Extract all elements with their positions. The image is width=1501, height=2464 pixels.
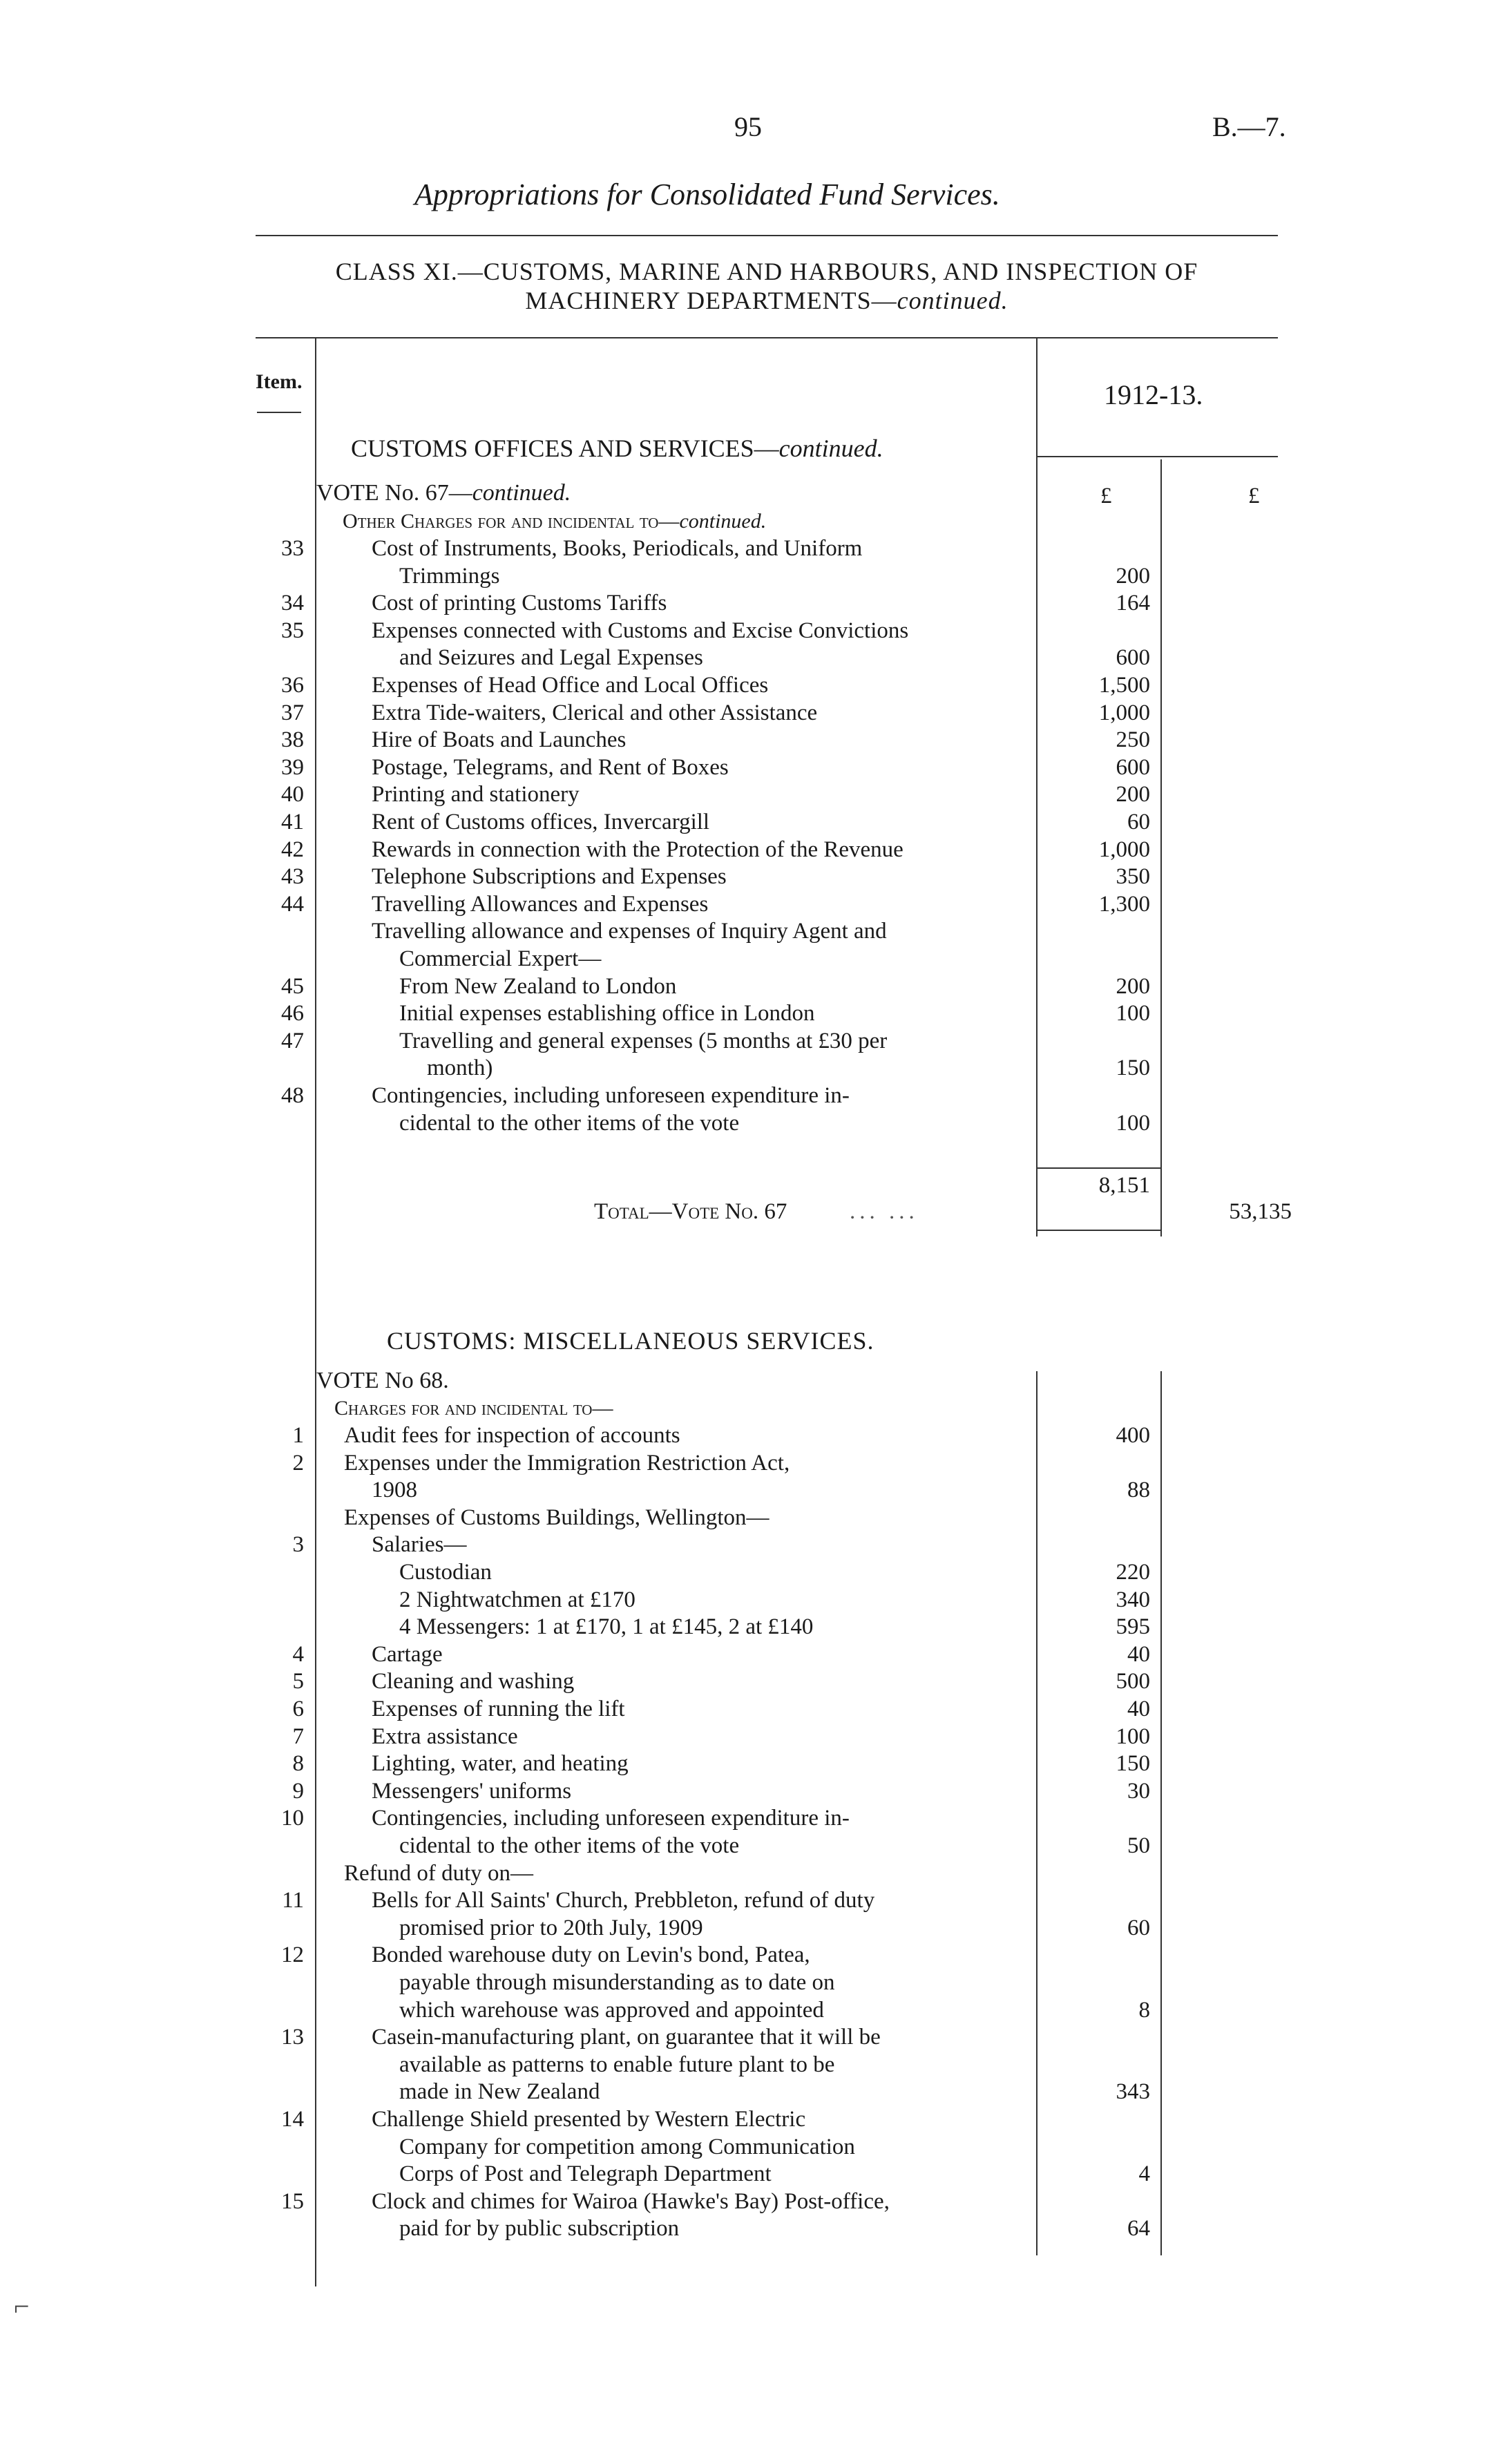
item-description: Refund of duty on— [344,1860,534,1886]
year-header-rule [1036,456,1278,457]
item-description: From New Zealand to London [399,973,677,999]
document-reference: B.—7. [1212,111,1286,142]
table-row [0,589,1501,617]
item-description: 2 Nightwatchmen at £170 [399,1587,635,1612]
table-row [0,2215,1501,2242]
table-row [0,1000,1501,1027]
total-leader: ... ... [850,1199,919,1224]
table-row [0,1504,1501,1531]
item-number: 6 [292,1697,304,1721]
table-row [0,1641,1501,1668]
item-number: 39 [281,754,304,780]
item-amount: 600 [1116,645,1150,671]
section1-heading [351,434,883,463]
item-amount: 100 [1116,1723,1150,1749]
item-number: 8 [292,1751,304,1777]
item-description: Company for competition among Communication [399,2134,855,2159]
section1-charges-text: Other Charges for and incidental to— [343,510,680,533]
section1-heading-text: CUSTOMS OFFICES AND SERVICES— [351,434,779,462]
item-number: 14 [281,2107,304,2132]
item-description: cidental to the other items of the vote [399,1110,740,1136]
section2-charges: Charges for and incidental to— [334,1397,613,1420]
item-number: 40 [281,782,304,808]
item-description: Telephone Subscriptions and Expenses [372,864,727,890]
item-description: Rewards in connection with the Protection of the Revenue [372,837,904,862]
margin-mark: ⌐ [14,2291,30,2322]
item-number: 11 [282,1888,304,1913]
item-description: Casein-manufacturing plant, on guarantee that it will be [372,2025,881,2050]
table-row [0,2078,1501,2105]
table-row [0,726,1501,754]
item-description: Clock and chimes for Wairoa (Hawke's Bay) Post-office, [372,2188,890,2214]
item-description: Audit fees for inspection of accounts [344,1423,680,1448]
item-amount: 164 [1116,591,1150,616]
table-row [0,1054,1501,1082]
table-row [0,973,1501,1000]
table-row [0,1109,1501,1137]
item-description: Bonded warehouse duty on Levin's bond, Patea, [372,1942,810,1968]
table-row [0,699,1501,727]
item-description: Expenses of Head Office and Local Offices [372,673,769,698]
table-row [0,1750,1501,1777]
item-number: 38 [281,727,304,753]
table-row [0,1558,1501,1586]
item-description: Rent of Customs offices, Invercargill [372,810,710,834]
table-row [0,1476,1501,1504]
item-amount: 200 [1116,563,1150,589]
section1-vote [316,480,571,506]
page-number: 95 [734,111,762,142]
item-amount: 1,000 [1098,837,1150,862]
item-number: 5 [292,1669,304,1694]
item-amount: 60 [1127,1915,1150,1940]
item-description: 4 Messengers: 1 at £170, 1 at £145, 2 at £140 [399,1614,814,1640]
item-description: cidental to the other items of the vote [399,1833,740,1858]
table-row [0,2188,1501,2215]
item-amount: 1,000 [1098,700,1150,725]
item-amount: 50 [1127,1833,1150,1858]
table-row [0,1422,1501,1449]
section2-heading: CUSTOMS: MISCELLANEOUS SERVICES. [387,1327,874,1355]
table-row [0,781,1501,808]
item-description: Expenses of Customs Buildings, Wellington— [344,1505,769,1530]
item-number: 34 [281,591,304,616]
item-description: Cost of Instruments, Books, Periodicals, and Uniform [372,536,863,561]
item-description: Initial expenses establishing office in London [399,1001,815,1026]
table-row [0,1723,1501,1750]
item-number: 4 [292,1641,304,1667]
section1-vote-text: VOTE No. 67— [316,480,472,506]
section1-vote-continued: continued. [472,480,571,506]
section1-charges [343,510,766,533]
pound-column-1: £ [1100,484,1112,508]
table-row [0,1027,1501,1055]
item-description: Expenses under the Immigration Restriction Act, [344,1450,790,1475]
item-number: 15 [281,2188,304,2214]
item-description: Challenge Shield presented by Western Electric [372,2107,806,2132]
item-amount: 100 [1116,1110,1150,1136]
item-number: 2 [292,1450,304,1475]
item-description: Contingencies, including unforeseen expenditure in- [372,1806,850,1831]
item-description: Lighting, water, and heating [372,1751,629,1777]
table-row [0,617,1501,644]
item-amount: 340 [1116,1587,1150,1612]
item-number: 43 [281,864,304,890]
subtotal-rule [1036,1167,1160,1169]
item-amount: 343 [1116,2079,1150,2105]
item-amount: 40 [1127,1641,1150,1667]
table-row [0,754,1501,781]
item-description: Cost of printing Customs Tariffs [372,591,667,616]
item-amount: 600 [1116,754,1150,780]
item-description: Extra assistance [372,1723,518,1749]
table-row [0,1531,1501,1558]
item-amount: 350 [1116,864,1150,890]
item-amount: 8 [1138,1997,1150,2023]
item-description: Cartage [372,1641,443,1667]
item-description: Extra Tide-waiters, Clerical and other Assistance [372,700,818,725]
section1-charges-continued: continued. [679,510,767,533]
item-description: Custodian [399,1560,492,1585]
item-amount: 500 [1116,1669,1150,1694]
item-amount: 250 [1116,727,1150,753]
item-number: 3 [292,1532,304,1558]
section1-heading-continued: continued. [778,434,883,462]
item-amount: 1,500 [1098,673,1150,698]
table-row [0,1082,1501,1109]
item-description: Messengers' uniforms [372,1778,572,1804]
section1-subtotal: 8,151 [1098,1173,1150,1198]
total-rule [1036,1230,1160,1231]
table-row [0,808,1501,836]
class-heading-continued: continued. [897,287,1008,314]
table-row [0,890,1501,918]
item-number: 10 [281,1806,304,1831]
table-row [0,1832,1501,1860]
table-row [0,1613,1501,1641]
item-description: which warehouse was approved and appointed [399,1997,824,2023]
item-number: 35 [281,618,304,643]
table-row [0,1449,1501,1477]
item-description: Expenses of running the lift [372,1697,625,1721]
item-amount: 150 [1116,1056,1150,1081]
item-amount: 88 [1127,1478,1150,1503]
table-row [0,2105,1501,2133]
table-row [0,1914,1501,1942]
table-row [0,945,1501,973]
table-row [0,535,1501,562]
table-row [0,1586,1501,1614]
item-number: 47 [281,1028,304,1053]
item-number: 42 [281,837,304,862]
item-amount: 100 [1116,1001,1150,1026]
table-row [0,1777,1501,1805]
table-row [0,1996,1501,2024]
item-amount: 64 [1127,2216,1150,2242]
item-description: payable through misunderstanding as to date on [399,1970,835,1995]
item-description: Bells for All Saints' Church, Prebbleton, refund of duty [372,1888,875,1913]
item-description: available as patterns to enable future plant to be [399,2052,835,2077]
item-description: Commercial Expert— [399,946,602,971]
year-column-header: 1912-13. [1104,379,1203,410]
item-description: 1908 [372,1478,417,1503]
section2-vote: VOTE No 68. [316,1368,449,1393]
item-number: 1 [292,1423,304,1448]
table-row [0,2160,1501,2188]
item-number: 13 [281,2025,304,2050]
item-amount: 1,300 [1098,891,1150,917]
class-heading-line2 [256,286,1278,315]
item-description: Cleaning and washing [372,1669,575,1694]
table-row [0,836,1501,863]
table-row [0,1969,1501,1996]
section1-total-label: Total—Vote No. 67 [594,1199,787,1224]
item-description: Corps of Post and Telegraph Department [399,2161,772,2187]
table-row [0,2051,1501,2079]
table-row [0,671,1501,699]
item-number: 12 [281,1942,304,1968]
item-number: 33 [281,536,304,561]
item-amount: 60 [1127,810,1150,834]
header-rule [256,235,1278,236]
item-number: 36 [281,673,304,698]
item-amount: 200 [1116,782,1150,808]
table-row [0,1887,1501,1914]
item-amount: 200 [1116,973,1150,999]
table-row [0,2023,1501,2051]
table-row [0,863,1501,890]
item-number: 41 [281,810,304,834]
item-amount: 220 [1116,1560,1150,1585]
item-description: Trimmings [399,563,500,589]
item-description: Travelling Allowances and Expenses [372,891,709,917]
class-heading-line2-text: MACHINERY DEPARTMENTS— [525,287,897,314]
item-number: 48 [281,1083,304,1108]
item-column-header: Item. [256,370,303,393]
item-number: 37 [281,700,304,725]
table-row [0,1941,1501,1969]
item-amount: 150 [1116,1751,1150,1777]
page-title: Appropriations for Consolidated Fund Services. [414,178,1000,211]
item-amount: 30 [1127,1778,1150,1804]
table-row [0,562,1501,590]
item-header-underline [257,412,301,413]
item-description: promised prior to 20th July, 1909 [399,1915,703,1940]
item-number: 7 [292,1723,304,1749]
table-row [0,1860,1501,1887]
class-heading-line1: CLASS XI.—CUSTOMS, MARINE AND HARBOURS, AND INSPECTION OF [335,258,1198,285]
item-description: and Seizures and Legal Expenses [399,645,703,671]
table-row [0,1804,1501,1832]
item-description: made in New Zealand [399,2079,600,2105]
item-description: Expenses connected with Customs and Excise Convictions [372,618,909,643]
table-row [0,2133,1501,2161]
table-row [0,917,1501,945]
section1-total: 53,135 [1229,1199,1292,1224]
table-row [0,644,1501,671]
item-number: 44 [281,891,304,917]
item-amount: 595 [1116,1614,1150,1640]
item-description: Contingencies, including unforeseen expenditure in- [372,1083,850,1108]
item-number: 46 [281,1001,304,1026]
item-description: paid for by public subscription [399,2216,680,2242]
item-description: Travelling and general expenses (5 months at £30 per [399,1028,888,1053]
item-amount: 40 [1127,1697,1150,1721]
table-top-rule [256,337,1278,338]
item-description: Travelling allowance and expenses of Inquiry Agent and [372,919,887,944]
pound-column-2: £ [1248,484,1260,508]
item-description: Printing and stationery [372,782,580,808]
item-number: 45 [281,973,304,999]
table-row [0,1668,1501,1695]
item-amount: 400 [1116,1423,1150,1448]
class-heading [256,257,1278,315]
item-description: Postage, Telegrams, and Rent of Boxes [372,754,729,780]
item-number: 9 [292,1778,304,1804]
table-row [0,1695,1501,1723]
item-description: month) [427,1056,493,1081]
item-description: Hire of Boats and Launches [372,727,627,753]
item-description: Salaries— [372,1532,467,1558]
item-amount: 4 [1138,2161,1150,2187]
